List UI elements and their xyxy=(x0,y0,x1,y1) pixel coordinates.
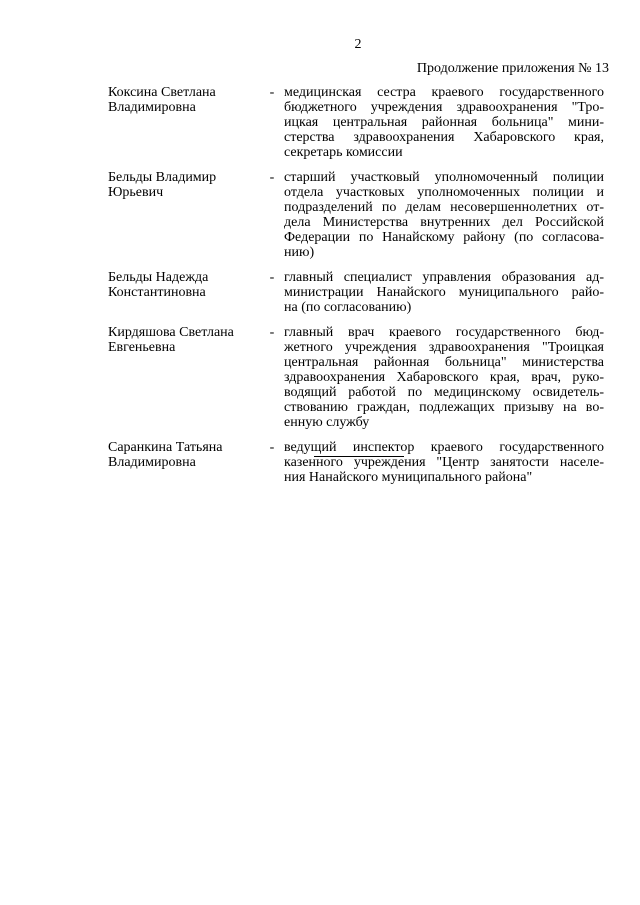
position-line: здравоохранения Хабаровского края, врач, руко- xyxy=(284,370,604,385)
position-line: медицинская сестра краевого государственного xyxy=(284,85,604,100)
commission-members-list xyxy=(108,85,604,485)
position-line: стерства здравоохранения Хабаровского края, xyxy=(284,130,604,145)
member-position xyxy=(284,270,604,315)
member-name xyxy=(108,440,263,470)
position-line: жетного учреждения здравоохранения "Троицкая xyxy=(284,340,604,355)
member-patronymic: Константиновна xyxy=(108,285,206,300)
entry-dash: - xyxy=(269,170,275,185)
member-position xyxy=(284,170,604,260)
position-line: секретарь комиссии xyxy=(284,145,403,160)
member-name xyxy=(108,170,263,200)
position-line: подразделений по делам несовершеннолетних от- xyxy=(284,200,604,215)
position-line: главный специалист управления образования ад- xyxy=(284,270,604,285)
member-surname-firstname: Бельды Надежда xyxy=(108,270,209,285)
member-patronymic: Владимировна xyxy=(108,455,196,470)
member-patronymic: Юрьевич xyxy=(108,185,164,200)
position-line: министрации Нанайского муниципального райо- xyxy=(284,285,604,300)
member-name xyxy=(108,325,263,355)
member-name xyxy=(108,85,263,115)
position-line: бюджетного учреждения здравоохранения "Тро- xyxy=(284,100,604,115)
position-line: старший участковый уполномоченный полиции xyxy=(284,170,604,185)
member-entry xyxy=(108,325,604,430)
position-line: нию) xyxy=(284,245,315,260)
member-patronymic: Владимировна xyxy=(108,100,196,115)
position-line: центральная районная больница" министерства xyxy=(284,355,604,370)
member-entry xyxy=(108,270,604,315)
member-position xyxy=(284,440,604,485)
position-line: главный врач краевого государственного бюд- xyxy=(284,325,604,340)
entry-dash: - xyxy=(269,440,275,455)
end-of-list-rule xyxy=(314,456,404,457)
position-line: енную службу xyxy=(284,415,370,430)
member-entry xyxy=(108,170,604,260)
position-line: казенного учреждения "Центр занятости населе- xyxy=(284,455,604,470)
member-surname-firstname: Бельды Владимир xyxy=(108,170,217,185)
position-line: ствованию граждан, подлежащих призыву на во- xyxy=(284,400,604,415)
member-surname-firstname: Кирдяшова Светлана xyxy=(108,325,234,340)
position-line: ведущий инспектор краевого государственного xyxy=(284,440,604,455)
member-position xyxy=(284,85,604,160)
position-line: Федерации по Нанайскому району (по согласова- xyxy=(284,230,604,245)
member-position xyxy=(284,325,604,430)
position-line: отдела участковых уполномоченных полиции и xyxy=(284,185,604,200)
appendix-continuation-header: Продолжение приложения № 13 xyxy=(416,61,609,76)
member-surname-firstname: Саранкина Татьяна xyxy=(108,440,223,455)
position-line: на (по согласованию) xyxy=(284,300,412,315)
member-entry xyxy=(108,85,604,160)
position-line: ния Нанайского муниципального района" xyxy=(284,470,533,485)
member-patronymic: Евгеньевна xyxy=(108,340,176,355)
page-number: 2 xyxy=(354,37,362,52)
member-surname-firstname: Коксина Светлана xyxy=(108,85,216,100)
member-entry xyxy=(108,440,604,485)
entry-dash: - xyxy=(269,325,275,340)
member-name xyxy=(108,270,263,300)
position-line: водящий работой по медицинскому освидетель- xyxy=(284,385,604,400)
position-line: ицкая центральная районная больница" мини- xyxy=(284,115,604,130)
position-line: дела Министерства внутренних дел Российской xyxy=(284,215,604,230)
entry-dash: - xyxy=(269,270,275,285)
entry-dash: - xyxy=(269,85,275,100)
